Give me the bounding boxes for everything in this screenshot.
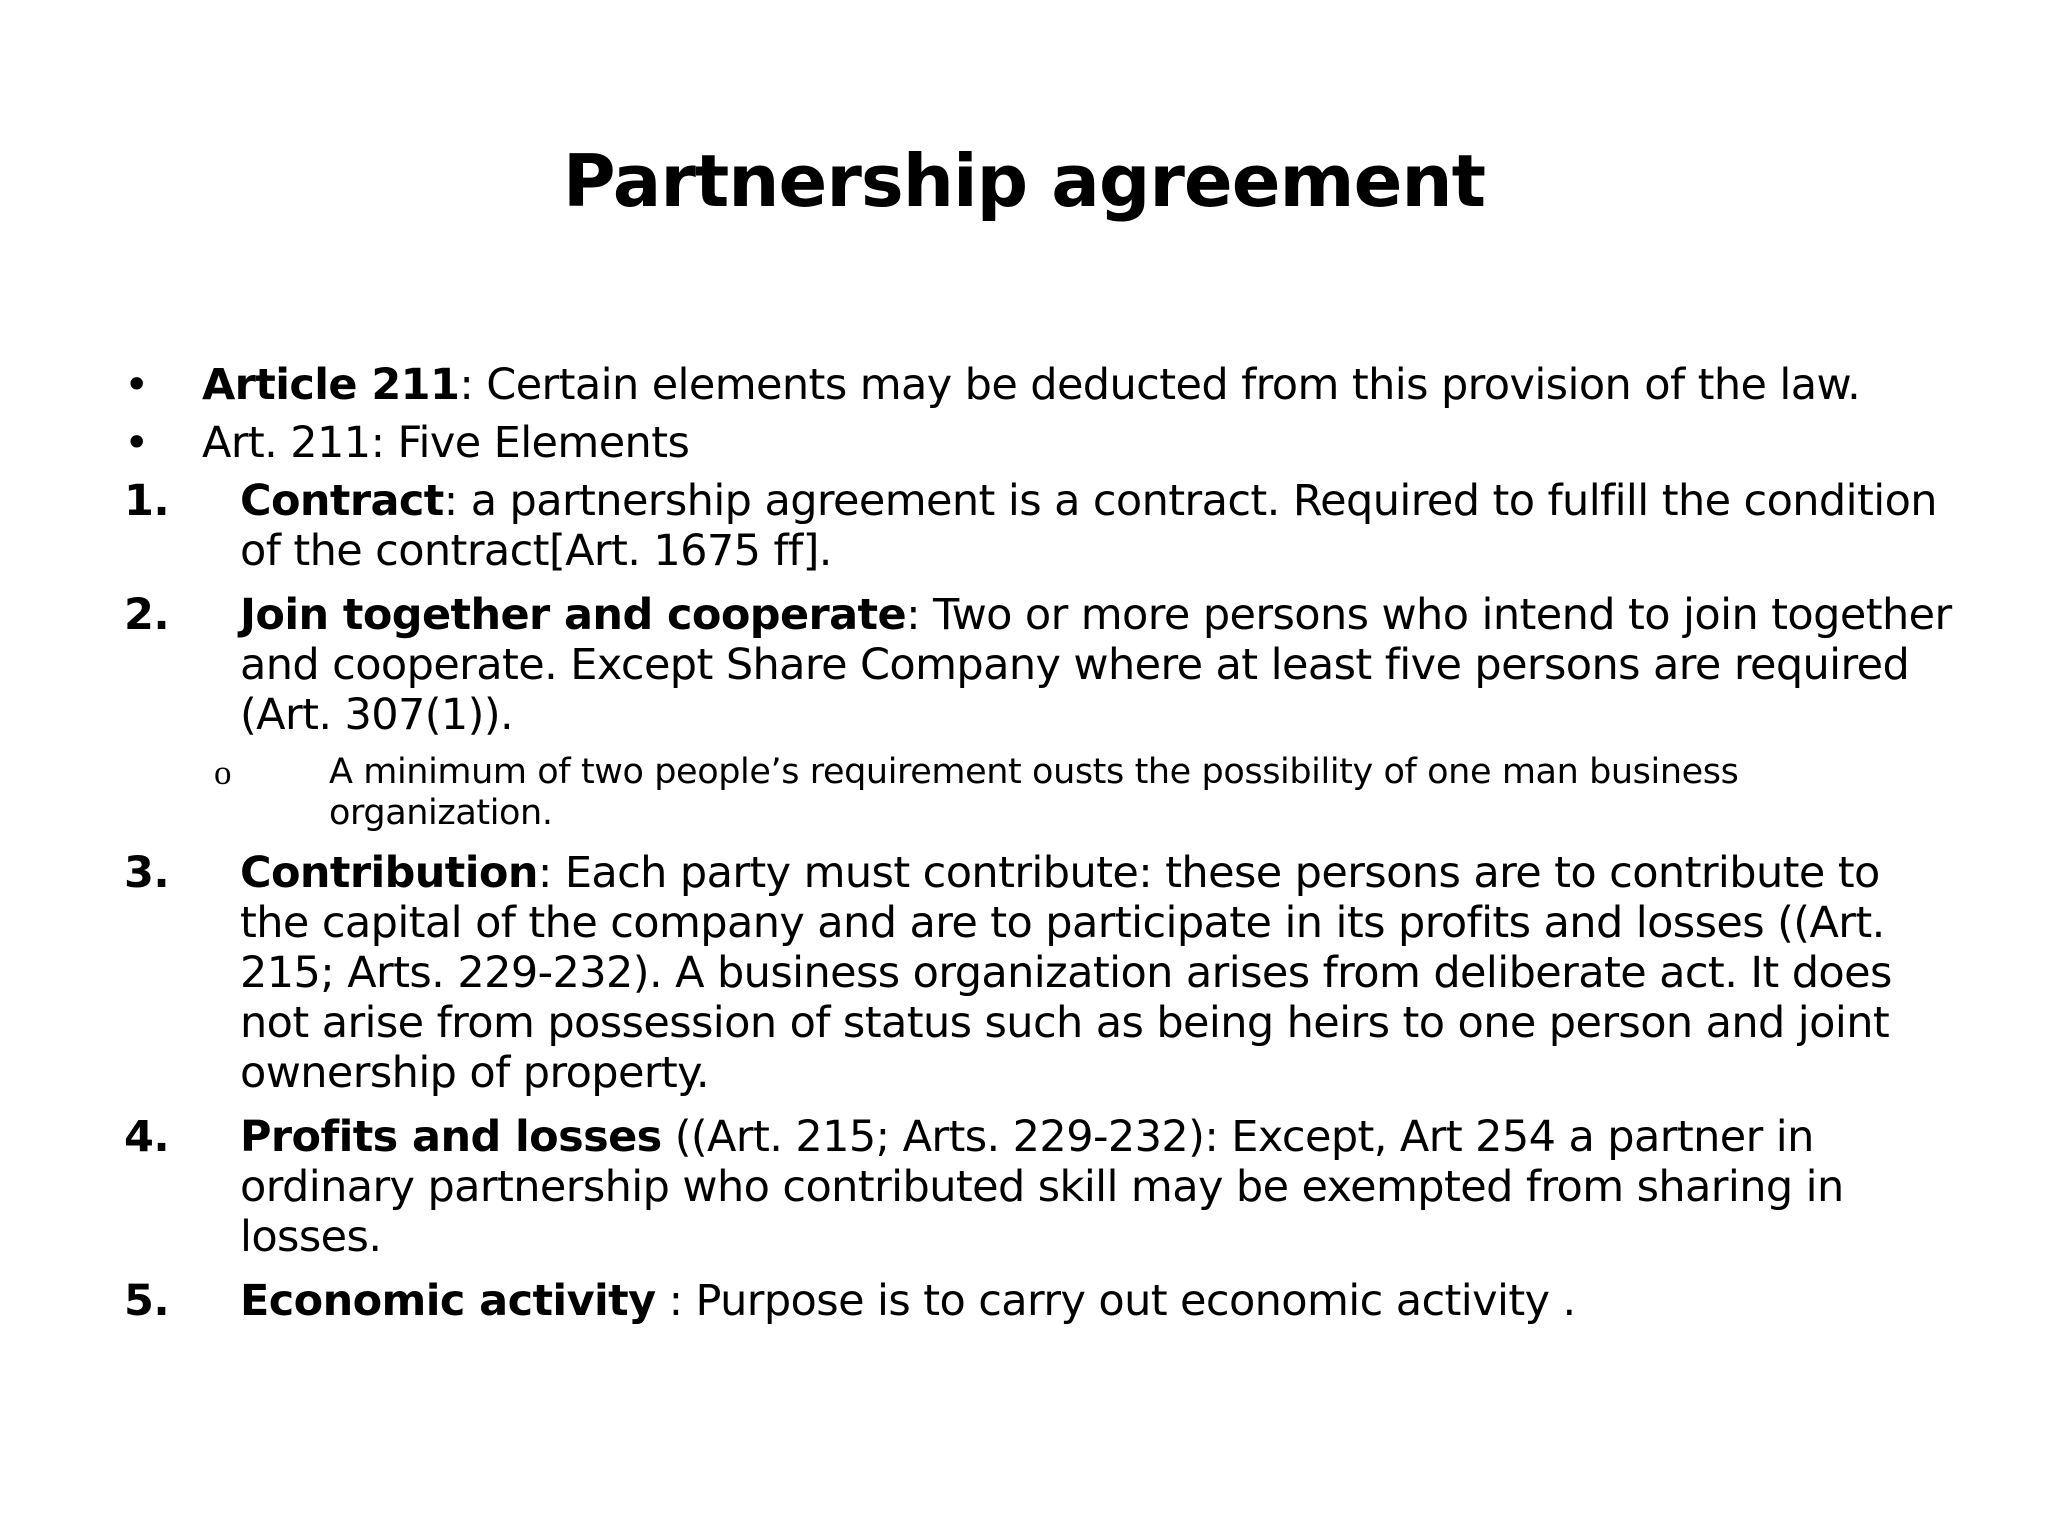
bullet-item-article-211	[0, 360, 2048, 410]
slide-content	[0, 360, 2048, 1326]
element-body: ((Art. 215; Arts. 229-232): Except, Art 254 a partner in ordinary partnership who contributed skill may be exempted from sharing in losses.	[240, 1112, 1844, 1262]
element-lead: Profits and losses	[240, 1112, 662, 1162]
element-number: 3.	[124, 848, 170, 898]
sub-bullet-text: A minimum of two people’s requirement ousts the possibility of one man business organization.	[329, 752, 1739, 833]
element-number: 2.	[124, 590, 170, 640]
element-text	[240, 1112, 1960, 1262]
element-body: : Two or more persons who intend to join together and cooperate. Except Share Company where at least five persons are required (Art. 307(1)).	[240, 590, 1952, 740]
bullet-body: : Certain elements may be deducted from this provision of the law.	[459, 360, 1861, 410]
element-number: 4.	[124, 1112, 170, 1162]
slide-title: Partnership agreement	[562, 139, 1486, 223]
sub-bullet-marker: o	[214, 753, 232, 792]
element-text	[240, 476, 1960, 576]
bullet-body: Art. 211: Five Elements	[202, 418, 690, 468]
bullet-text	[202, 418, 1962, 468]
element-lead: Contract	[240, 476, 444, 526]
bullet-marker: •	[124, 418, 149, 468]
element-item-contribution	[0, 848, 2048, 1098]
bullet-lead: Article 211	[202, 360, 460, 410]
element-body: : Each party must contribute: these persons are to contribute to the capital of the company and are to participate in its profits and losses ((Art. 215; Arts. 229-232). A business organization arises from deliberate act. It does not arise from possession of status such as being heirs to one person and joint ownership of property.	[240, 848, 1892, 1098]
element-text	[240, 1276, 1960, 1326]
element-body: : a partnership agreement is a contract. Required to fulfill the condition of the contract[Art. 1675 ff].	[240, 476, 1937, 576]
element-item-profits-losses	[0, 1112, 2048, 1262]
element-text	[240, 590, 1960, 740]
element-text	[240, 848, 1960, 1098]
element-lead: Economic activity	[240, 1276, 656, 1326]
element-lead: Join together and cooperate	[240, 590, 907, 640]
element-item-contract	[0, 476, 2048, 576]
element-body: : Purpose is to carry out economic activity .	[655, 1276, 1576, 1326]
sub-bullet-item	[0, 752, 2048, 834]
bullet-text	[202, 360, 1962, 410]
element-number: 1.	[124, 476, 170, 526]
element-item-join-together	[0, 590, 2048, 740]
element-lead: Contribution	[240, 848, 538, 898]
element-item-economic-activity	[0, 1276, 2048, 1326]
element-number: 5.	[124, 1276, 170, 1326]
bullet-marker: •	[124, 360, 149, 410]
bullet-item-five-elements	[0, 418, 2048, 468]
